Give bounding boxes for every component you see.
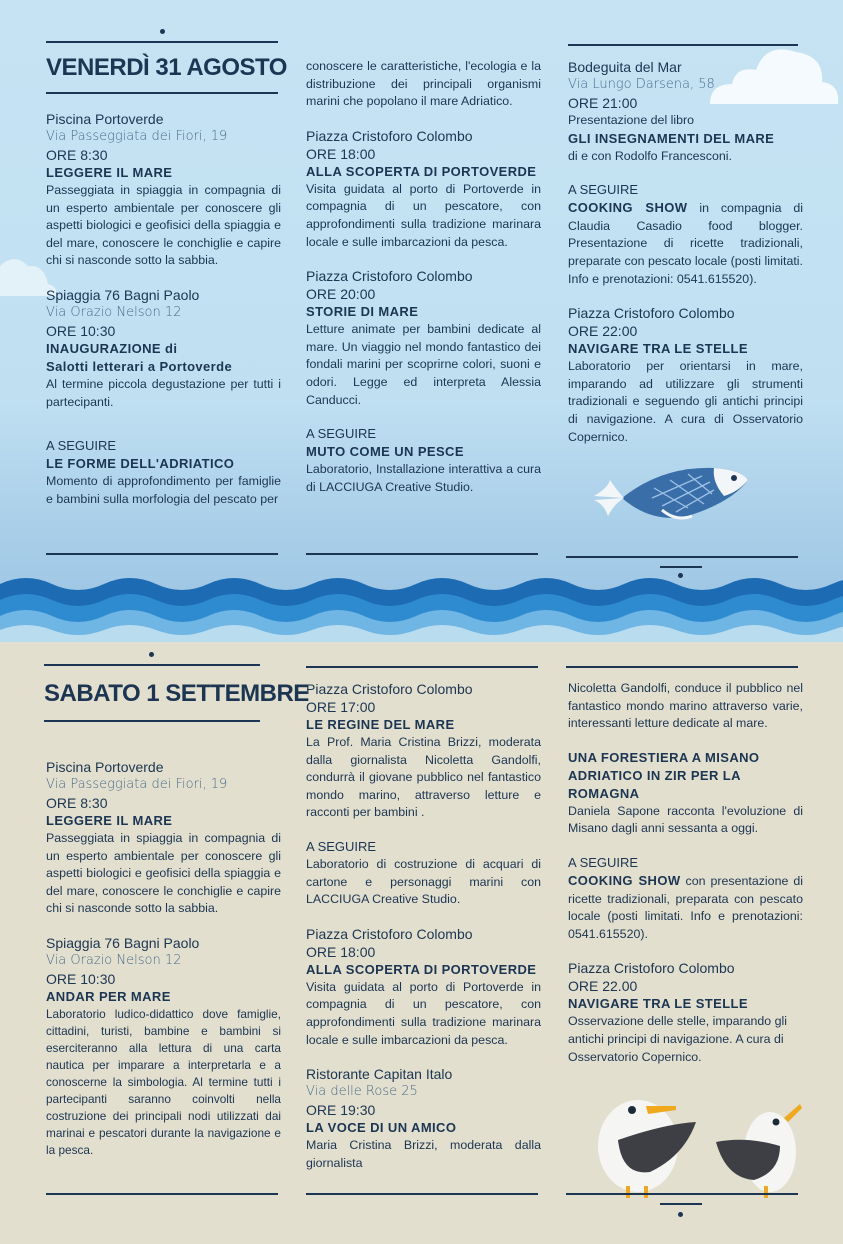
divider-dot — [149, 652, 154, 657]
event-time: ORE 8:30 — [46, 147, 108, 163]
event-title: Salotti letterari a Portoverde — [46, 358, 233, 374]
divider-line — [46, 1193, 278, 1195]
event-continuation — [306, 58, 541, 111]
event-location: Piazza Cristoforo Colombo — [306, 925, 473, 942]
event-time: ORE 10:30 — [46, 970, 116, 987]
event-block — [568, 181, 803, 288]
event-description — [568, 199, 803, 288]
wave-icon — [0, 568, 843, 648]
event-block — [46, 437, 281, 508]
saturday-column-1 — [46, 758, 281, 1175]
event-description: Passeggiata in spiaggia in compagnia di un esperto ambientale per conoscere gli aspetti biologici e geofisici della spiaggia e del mare, conoscere le conchiglie e capire chi si nasconde sotto la sabbia. — [46, 183, 281, 268]
event-title: COOKING SHOW — [568, 200, 688, 216]
event-title: ANDAR PER MARE — [46, 988, 171, 1004]
event-title: GLI INSEGNAMENTI DEL MARE — [568, 130, 775, 146]
event-location: Piscina Portoverde — [46, 759, 164, 775]
event-block — [568, 304, 803, 446]
divider-line — [660, 566, 702, 568]
event-description: Visita guidata al porto di Portoverde in compagnia di un pescatore, con approfondimenti sulla tradizione marinara locale e sulle imbarcazioni da pesca. — [306, 979, 541, 1047]
divider-line — [306, 553, 538, 555]
event-location: Piazza Cristoforo Colombo — [568, 960, 735, 977]
event-title: ALLA SCOPERTA DI PORTOVERDE — [306, 961, 537, 977]
event-followup: A SEGUIRE — [568, 854, 639, 870]
event-time: ORE 21:00 — [568, 95, 638, 111]
event-description: Laboratorio, Installazione interattiva a cura di LACCIUGA Creative Studio. — [306, 462, 541, 494]
event-location: Ristorante Capitan Italo — [306, 1066, 453, 1083]
event-title: STORIE DI MARE — [306, 304, 419, 320]
event-title: NAVIGARE TRA LE STELLE — [568, 341, 748, 357]
event-location: Piazza Cristoforo Colombo — [568, 305, 735, 322]
event-title: LA VOCE DI UN AMICO — [306, 1120, 457, 1136]
event-followup: A SEGUIRE — [568, 182, 639, 198]
event-description: Passeggiata in spiaggia in compagnia di un esperto ambientale per conoscere gli aspetti biologici e geofisici della spiaggia e del mare, conoscere le conchiglie e capire chi si nasconde sotto la sabbia. — [46, 831, 281, 916]
event-block — [306, 425, 541, 496]
event-location: Piazza Cristoforo Colombo — [306, 681, 473, 697]
event-location: Spiaggia 76 Bagni Paolo — [46, 286, 200, 303]
event-description — [568, 872, 803, 943]
divider-line — [46, 92, 278, 94]
event-description: Laboratorio ludico-didattico dove famiglie, cittadini, turisti, bambine e bambini si eserciteranno alla lettura di una carta nautica per imparare a interpretarla e a conoscerne la simbologia. Al termine tutti i partecipanti saranno coinvolti nella costruzione dei principali nodi utilizzati dai marinai e pescatori durante la navigazione e la pesca. — [46, 1006, 281, 1157]
divider-line — [306, 666, 538, 668]
divider-line — [306, 1193, 538, 1195]
friday-column-2 — [306, 58, 541, 512]
event-block — [46, 110, 281, 270]
event-description: Osservazione delle stelle, imparando gli antichi principi di navigazione. A cura di Osservatorio Copernico. — [568, 1014, 788, 1064]
friday-column-3 — [568, 58, 803, 462]
event-title: LEGGERE IL MARE — [46, 165, 173, 180]
event-description: Nicoletta Gandolfi, conduce il pubblico nel fantastico mondo marino attraverso varie, interessanti letture dedicate al mare. — [568, 681, 803, 731]
event-block — [568, 959, 803, 1066]
divider-line — [46, 41, 278, 43]
event-description-text: con presentazione di ricette tradizionali, preparata con pescato locale (posti limitati. Info e prenotazioni: 0541.615520). — [568, 873, 803, 941]
divider-line — [566, 1193, 798, 1195]
event-title: MUTO COME UN PESCE — [306, 444, 464, 460]
event-location: Piazza Cristoforo Colombo — [306, 127, 473, 144]
event-description-text: in compagnia di Claudia Casadio food blogger. Presentazione di ricette tradizionali, preparate con pescato locale (posti limitati. Info e prenotazioni: 0541.615520). — [568, 201, 804, 286]
event-description: Momento di approfondimento per famiglie e bambini sulla morfologia del pescato per — [46, 474, 281, 506]
event-address: Via Lungo Darsena, 58 — [568, 77, 715, 92]
divider-line — [660, 1203, 702, 1205]
event-block — [306, 1065, 541, 1172]
event-block — [568, 58, 803, 165]
event-time: ORE 10:30 — [46, 322, 116, 339]
event-block — [568, 854, 803, 943]
event-description: Visita guidata al porto di Portoverde in compagnia di un pescatore, con approfondimenti sulla tradizione marinara locale e sulle imbarcazioni da pesca. — [306, 181, 541, 249]
friday-column-1 — [46, 110, 281, 524]
event-description: Al termine piccola degustazione per tutti i partecipanti. — [46, 376, 281, 409]
event-block — [306, 680, 541, 822]
event-time: ORE 22:00 — [568, 323, 638, 340]
divider-dot — [678, 573, 683, 578]
event-title: LEGGERE IL MARE — [46, 813, 173, 828]
day-heading-friday: VENERDÌ 31 AGOSTO — [46, 54, 287, 81]
event-description: Maria Cristina Brizzi, moderata dalla giornalista — [306, 1138, 541, 1170]
event-intro: Presentazione del libro — [568, 113, 695, 127]
event-block — [46, 286, 281, 411]
event-location: Spiaggia 76 Bagni Paolo — [46, 934, 200, 951]
event-time: ORE 18:00 — [306, 943, 376, 960]
day-heading-saturday: SABATO 1 SETTEMBRE — [44, 680, 309, 707]
event-block — [568, 749, 803, 838]
event-address: Via Orazio Nelson 12 — [46, 952, 182, 968]
event-address: Via Passeggiata dei Fiori, 19 — [46, 129, 228, 144]
divider-dot — [678, 1212, 683, 1217]
event-description: Letture animate per bambini dedicate al mare. Un viaggio nel mondo fantastico dei fondali marini per scoprirne colori, suoni e odori. Legge ed interpreta Alessia Canducci. — [306, 322, 541, 407]
divider-line — [44, 720, 260, 722]
event-description: Laboratorio di costruzione di acquari di cartone e personaggi marini con LACCIUGA Creative Studio. — [306, 856, 541, 907]
event-title: LE REGINE DEL MARE — [306, 717, 455, 732]
event-address: Via Orazio Nelson 12 — [46, 304, 182, 320]
event-block — [306, 267, 541, 409]
event-followup: A SEGUIRE — [306, 426, 377, 442]
divider-line — [566, 666, 798, 668]
event-description: Laboratorio per orientarsi in mare, imparando ad utilizzare gli strumenti tradizionali e seguendo gli antichi principi di navigazione. A cura di Osservatorio Copernico. — [568, 359, 803, 444]
event-description: di e con Rodolfo Francesconi. — [568, 148, 732, 163]
event-block — [306, 838, 541, 909]
fish-icon — [592, 458, 752, 528]
event-title: LE FORME DELL'ADRIATICO — [46, 456, 235, 472]
event-address: Via delle Rose 25 — [306, 1084, 418, 1100]
event-block — [46, 934, 281, 1159]
saturday-column-3 — [568, 680, 803, 1082]
event-location: Bodeguita del Mar — [568, 59, 682, 75]
event-time: ORE 20:00 — [306, 286, 376, 303]
divider-dot — [160, 29, 165, 34]
event-continuation — [568, 680, 803, 733]
event-description: conoscere le caratteristiche, l'ecologia e la distribuzione dei principali organismi marini che popolano il mare Adriatico. — [306, 59, 541, 109]
event-description: Daniela Sapone racconta l'evoluzione di Misano dagli anni sessanta a oggi. — [568, 803, 803, 836]
event-time: ORE 19:30 — [306, 1102, 376, 1119]
saturday-column-2 — [306, 680, 541, 1188]
event-title: INAUGURAZIONE di — [46, 340, 178, 356]
divider-line — [46, 553, 278, 555]
event-time: ORE 18:00 — [306, 145, 376, 162]
event-followup: A SEGUIRE — [306, 838, 377, 854]
event-location: Piazza Cristoforo Colombo — [306, 268, 473, 285]
event-description: La Prof. Maria Cristina Brizzi, moderata dalla giornalista Nicoletta Gandolfi, condurrà il giovane pubblico nel fantastico mondo marino, attraverso letture e racconti per bambini . — [306, 735, 541, 820]
event-title: NAVIGARE TRA LE STELLE — [568, 996, 748, 1012]
event-time: ORE 17:00 — [306, 699, 376, 715]
event-title: UNA FORESTIERA A MISANO ADRIATICO IN ZIR PER LA ROMAGNA — [568, 749, 760, 801]
event-address: Via Passeggiata dei Fiori, 19 — [46, 777, 228, 792]
divider-line — [44, 664, 260, 666]
event-time: ORE 22.00 — [568, 978, 638, 995]
divider-line — [568, 44, 798, 46]
event-time: ORE 8:30 — [46, 795, 108, 811]
seagull-icon — [594, 1080, 804, 1200]
event-title: ALLA SCOPERTA DI PORTOVERDE — [306, 163, 537, 179]
divider-line — [566, 556, 798, 558]
event-block — [306, 925, 541, 1049]
event-block — [306, 127, 541, 251]
event-block — [46, 758, 281, 918]
event-followup: A SEGUIRE — [46, 438, 117, 454]
event-location: Piscina Portoverde — [46, 111, 164, 127]
event-title: COOKING SHOW — [568, 872, 681, 888]
